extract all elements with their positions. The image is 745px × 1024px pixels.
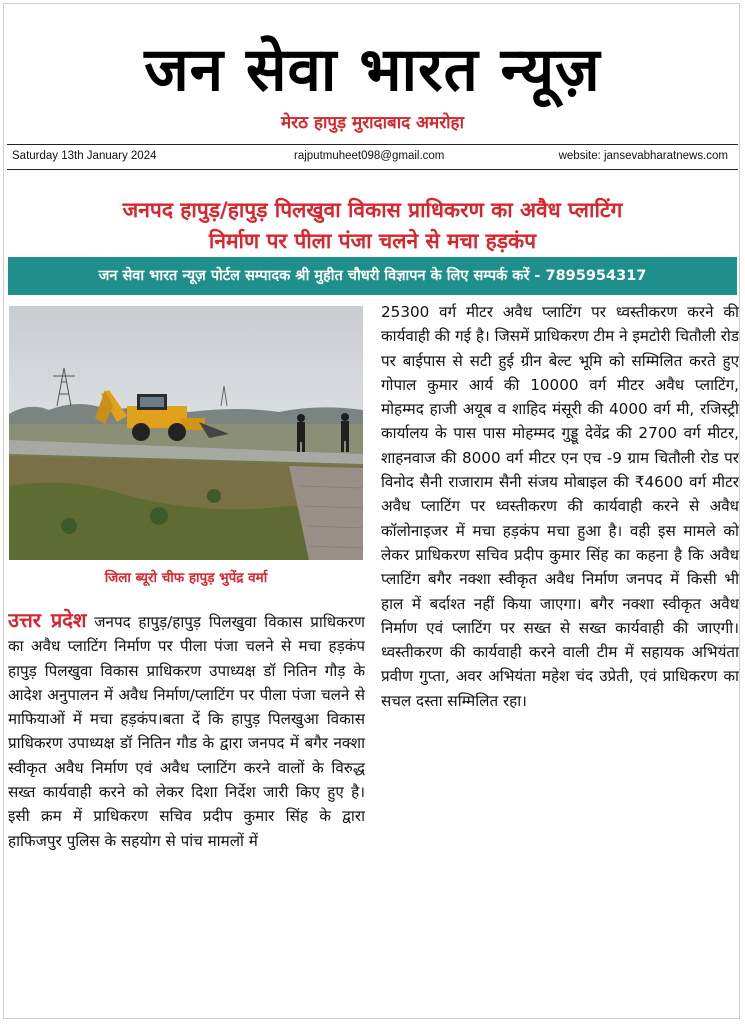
headline-line-2: निर्माण पर पीला पंजा चलने से मचा हड़कंप xyxy=(208,229,537,253)
headline xyxy=(10,195,735,257)
masthead-subtitle: मेरठ हापुड़ मुरादाबाद अमरोहा xyxy=(281,113,464,133)
photo-caption: जिला ब्यूरो चीफ हापुड़ भुपेंद्र वर्मा xyxy=(104,570,268,586)
rule-bottom xyxy=(7,169,738,170)
masthead-title: जन सेवा भारत न्यूज़ xyxy=(144,35,601,105)
article-lead: उत्तर प्रदेश xyxy=(8,608,87,632)
issue-date: Saturday 13th January 2024 xyxy=(12,150,157,162)
contact-banner: जन सेवा भारत न्यूज़ पोर्टल सम्पादक श्री मुहीत चौधरी विज्ञापन के लिए सम्पर्क करें - 7895954317 xyxy=(8,257,737,295)
article-text-left: जनपद हापुड़/हापुड़ पिलखुवा विकास प्राधिकरण का अवैध प्लाटिंग निर्माण पर पीला पंजा चलने से मचा हड़कंप हापुड़ पिलखुवा विकास प्राधिकरण उपाध्यक्ष डॉ नितिन गौड़ के आदेश अनुपालन में अवैध निर्माण/प्लाटिंग पर पीला पंजा चलने से माफियाओं में मचा हड़कंप।बता दें कि हापुड़ पिलखुआ विकास प्राधिकरण उपाध्यक्ष डॉ नितिन गौड के द्वारा जनपद में बगैर नक्शा स्वीकृत अवैध निर्माण एवं अवैध प्लाटिंग करने वालों के विरुद्ध सख्त कार्यवाही करने को लेकर दिशा निर्देश जारी किए हुए है। इसी क्रम में प्राधिकरण सचिव प्रदीप कुमार सिंह के द्वारा हाफिजपुर पुलिस के सहयोग से पांच मामलों में xyxy=(8,613,365,850)
website-link[interactable]: website: jansevabharatnews.com xyxy=(558,150,728,162)
dateline xyxy=(12,150,732,166)
article-column-right: 25300 वर्ग मीटर अवैध प्लाटिंग पर ध्वस्तीकरण करने की कार्यवाही की गई है। जिसमें प्राधिकरण टीम ने इमटोरी चितौली रोड पर बाईपास से सटी हुई ग्रीन बेल्ट भूमि को सम्मिलित करते हुए गोपाल कुमार आर्य की 10000 वर्ग मीटर अवैध प्लाटिंग, मोहम्मद हाजी अयूब व शाहिद मंसूरी की 4000 वर्ग मी, रजिस्ट्री कार्यालय के पास पास मोहम्मद गुड्डू देवेंद्र की 2700 वर्ग मीटर, शाहनवाज की 8000 वर्ग मीटर एन एच -9 ग्राम चितौली रोड पर विनोद सैनी राजाराम सैनी संजय मोबाइल की ₹4600 वर्ग मीटर अवैध प्लाटिंग पर ध्वस्तीकरण की कार्यवाही करने से अवैध कॉलोनाइजर में मचा हड़कंप मचा हुआ है। वही इस मामले को लेकर प्राधिकरण सचिव प्रदीप कुमार सिंह का कहना है कि अवैध प्लाटिंग बगैर नक्शा स्वीकृत अवैध निर्माण जनपद में किसी भी हाल में बर्दाश्त नहीं किया जाएगा। बगैर नक्शा स्वीकृत अवैध निर्माण एवं प्लाटिंग पर सख्त से सख्त कार्यवाही की जाएगी। ध्वस्तीकरण की कार्यवाही करने वाली टीम में सहायक अभियंता प्रवीण गुप्ता, अवर अभियंता महेश चंद उप्रेती, एवं प्राधिकरण का सचल दस्ता सम्मिलित रहा। xyxy=(381,303,739,710)
news-photo xyxy=(9,306,363,560)
rule-top xyxy=(7,144,738,145)
headline-line-1: जनपद हापुड़/हापुड़ पिलखुवा विकास प्राधिकरण का अवैध प्लाटिंग xyxy=(122,198,623,222)
article-column-left xyxy=(8,608,365,1020)
contact-email[interactable]: rajputmuheet098@gmail.com xyxy=(294,150,445,162)
